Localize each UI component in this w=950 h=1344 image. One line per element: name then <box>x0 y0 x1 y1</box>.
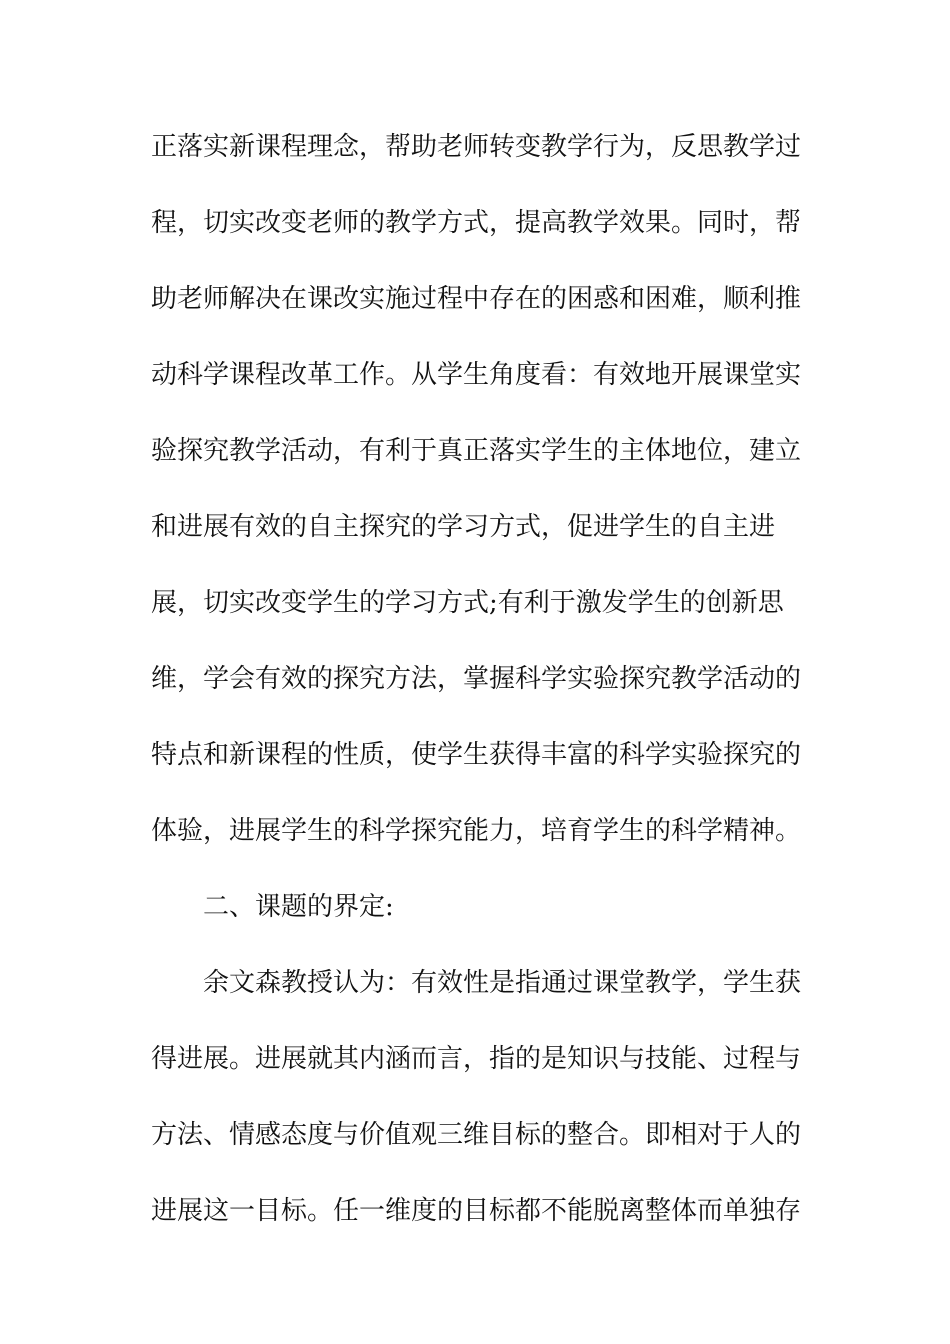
paragraph-line: 进展这一目标。任一维度的目标都不能脱离整体而单独存 <box>151 1196 802 1226</box>
paragraph-line: 维，学会有效的探究方法，掌握科学实验探究教学活动的 <box>151 664 802 694</box>
paragraph-line: 得进展。进展就其内涵而言，指的是知识与技能、过程与 <box>151 1044 802 1074</box>
paragraph-line: 程，切实改变老师的教学方式，提高教学效果。同时，帮 <box>151 208 802 238</box>
paragraph-line: 余文森教授认为：有效性是指通过课堂教学，学生获 <box>203 968 802 998</box>
paragraph-line: 助老师解决在课改实施过程中存在的困惑和困难，顺利推 <box>151 284 802 314</box>
section-heading: 二、课题的界定: <box>203 892 394 922</box>
paragraph-line: 正落实新课程理念，帮助老师转变教学行为，反思教学过 <box>151 132 802 162</box>
paragraph-line: 和进展有效的自主探究的学习方式，促进学生的自主进 <box>151 512 776 542</box>
paragraph-line: 特点和新课程的性质，使学生获得丰富的科学实验探究的 <box>151 740 802 770</box>
paragraph-line: 方法、情感态度与价值观三维目标的整合。即相对于人的 <box>151 1120 802 1150</box>
paragraph-line: 体验，进展学生的科学探究能力，培育学生的科学精神。 <box>151 816 802 846</box>
document-body <box>151 109 802 1249</box>
paragraph-line: 动科学课程改革工作。从学生角度看：有效地开展课堂实 <box>151 360 802 390</box>
paragraph-line: 验探究教学活动，有利于真正落实学生的主体地位，建立 <box>151 436 802 466</box>
paragraph-line: 展，切实改变学生的学习方式;有利于激发学生的创新思 <box>151 588 784 618</box>
